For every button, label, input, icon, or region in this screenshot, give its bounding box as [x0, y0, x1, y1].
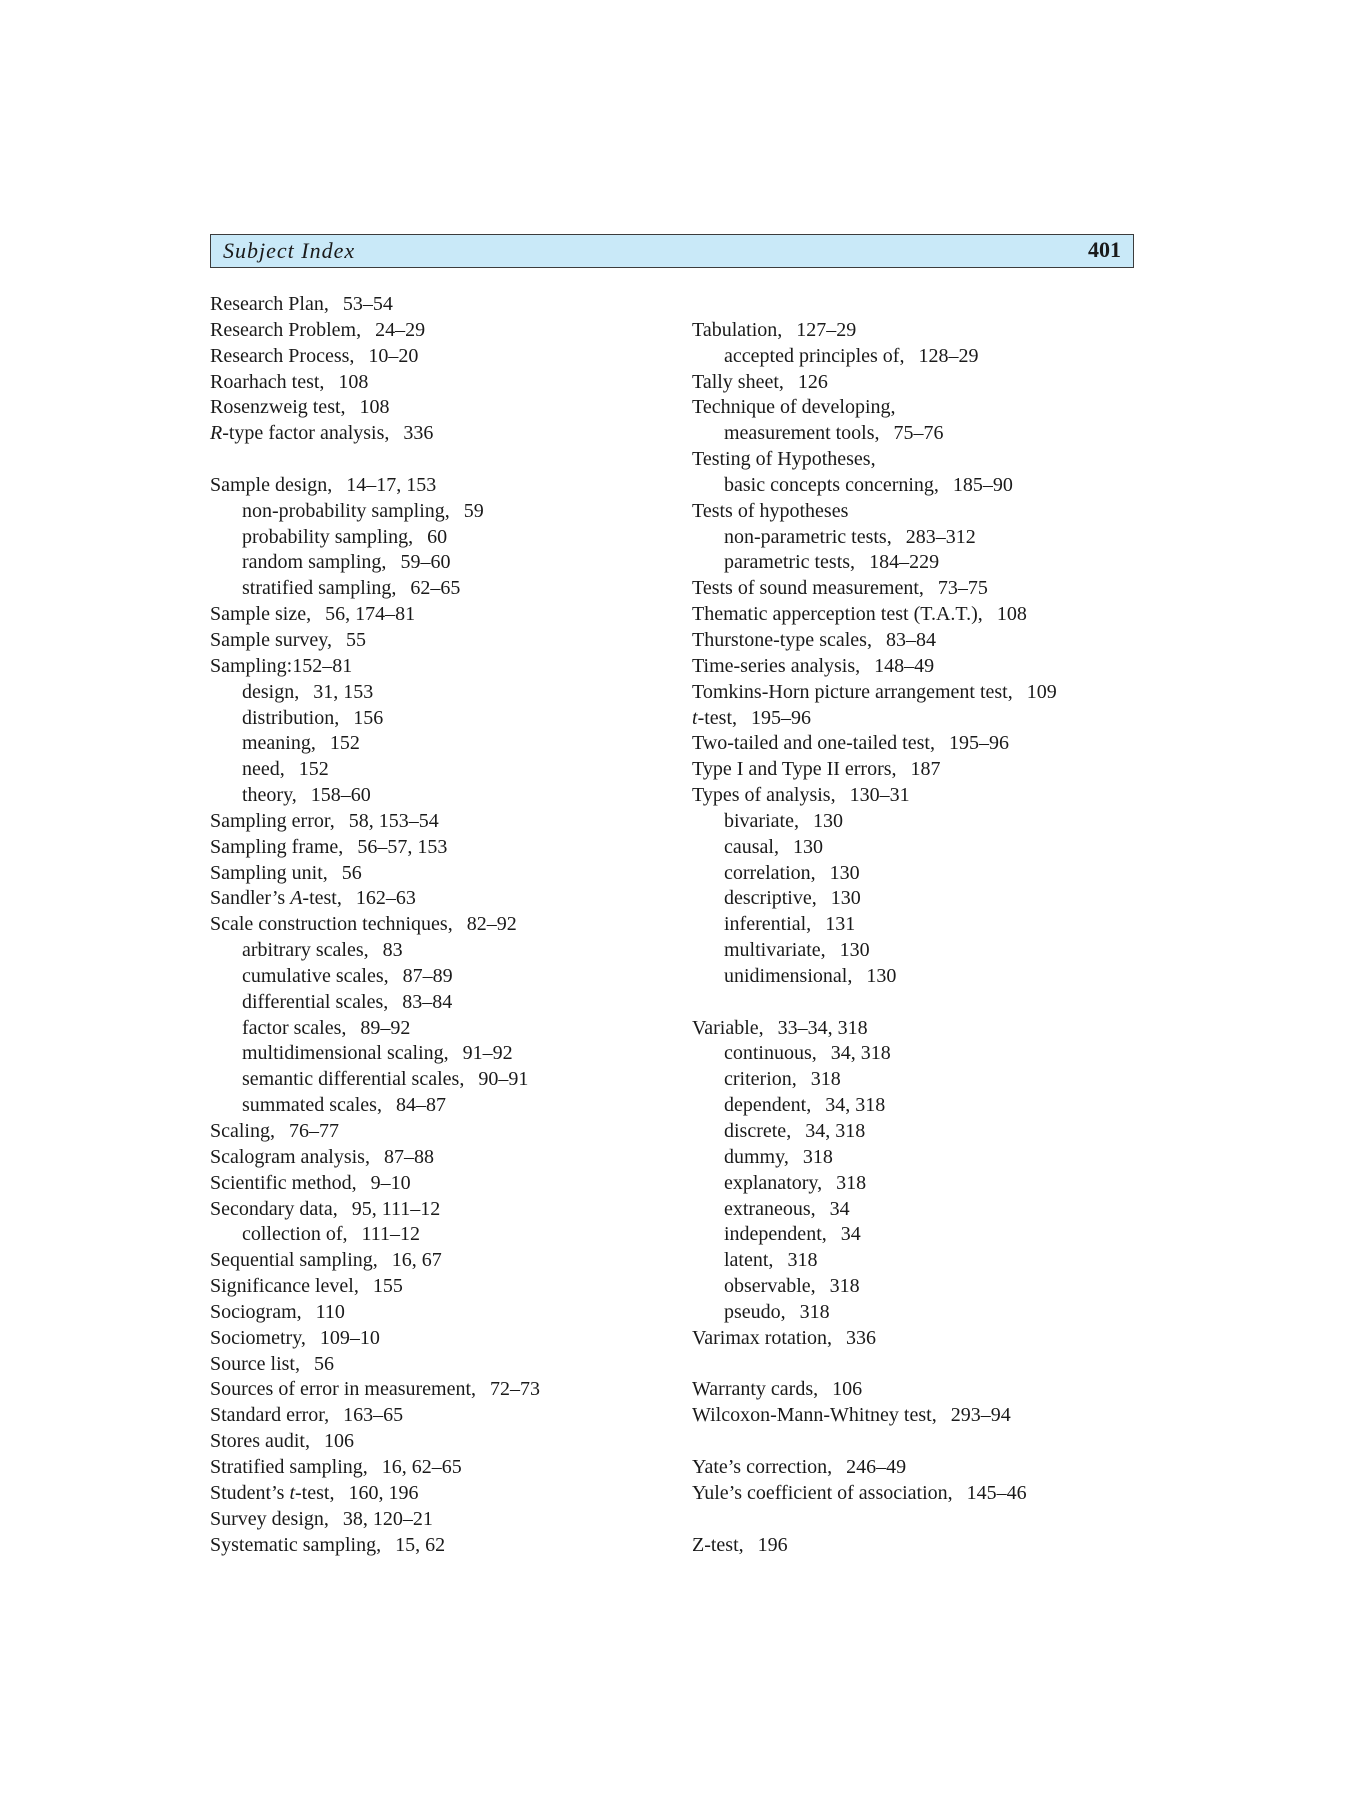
entry-pages: 318 — [836, 1171, 867, 1194]
section-gap — [692, 1507, 1057, 1533]
index-subentry — [692, 1145, 1057, 1171]
index-subentry — [692, 861, 1057, 887]
entry-term: summated scales, — [242, 1094, 382, 1117]
entry-pages: 130 — [812, 809, 843, 832]
entry-term: Scale construction techniques, — [210, 913, 453, 936]
entry-term: design, — [242, 680, 300, 703]
section-gap — [692, 292, 1057, 318]
entry-term: Time-series analysis, — [692, 654, 861, 677]
page-number: 401 — [1088, 237, 1121, 262]
entry-term: latent, — [724, 1249, 774, 1272]
index-column-right — [692, 292, 1057, 1558]
index-subentry — [210, 964, 540, 990]
entry-term: Research Process, — [210, 344, 355, 367]
index-subentry — [210, 706, 540, 732]
entry-term: Z-test, — [692, 1533, 744, 1556]
entry-pages: 38, 120–21 — [342, 1507, 433, 1530]
entry-term: observable, — [724, 1275, 816, 1298]
entry-pages: 73–75 — [937, 577, 988, 600]
entry-pages: 31, 153 — [313, 680, 374, 703]
entry-term: Significance level, — [210, 1275, 359, 1298]
index-entry — [210, 395, 540, 421]
index-entry — [692, 1481, 1057, 1507]
entry-term: Roarhach test, — [210, 370, 325, 393]
index-entry — [210, 292, 540, 318]
index-entry — [692, 654, 1057, 680]
entry-pages: 145–46 — [966, 1481, 1027, 1504]
entry-pages: 59–60 — [400, 551, 451, 574]
index-subentry — [692, 1171, 1057, 1197]
index-entry — [210, 912, 540, 938]
index-entry — [210, 1403, 540, 1429]
entry-term: independent, — [724, 1223, 827, 1246]
index-subentry — [692, 1222, 1057, 1248]
entry-term: descriptive, — [724, 887, 817, 910]
index-entry — [210, 1145, 540, 1171]
index-subentry — [210, 990, 540, 1016]
entry-term: -test, — [697, 706, 737, 729]
section-gap — [692, 1429, 1057, 1455]
entry-term: Testing of Hypotheses, — [692, 448, 876, 471]
index-entry — [210, 1197, 540, 1223]
entry-term: Sampling frame, — [210, 835, 344, 858]
entry-pages: 56 — [314, 1352, 334, 1375]
entry-pages: 34, 318 — [830, 1042, 891, 1065]
entry-term: Two-tailed and one-tailed test, — [692, 732, 935, 755]
entry-term: causal, — [724, 835, 779, 858]
entry-term: factor scales, — [242, 1016, 347, 1039]
entry-pages: 90–91 — [478, 1068, 529, 1091]
entry-pages: 195–96 — [948, 732, 1009, 755]
index-subentry — [210, 525, 540, 551]
entry-pages: 59 — [463, 499, 484, 522]
entry-term: extraneous, — [724, 1197, 816, 1220]
index-entry — [692, 783, 1057, 809]
entry-term: Stratified sampling, — [210, 1455, 368, 1478]
entry-term: non-probability sampling, — [242, 499, 450, 522]
entry-term: Types of analysis, — [692, 784, 836, 807]
entry-term: measurement tools, — [724, 422, 880, 445]
index-entry — [692, 628, 1057, 654]
entry-term: arbitrary scales, — [242, 939, 369, 962]
entry-pages: 318 — [799, 1300, 830, 1323]
entry-pages: 87–88 — [383, 1145, 434, 1168]
index-column-left — [210, 292, 540, 1558]
index-subentry — [692, 1093, 1057, 1119]
index-entry — [210, 344, 540, 370]
entry-pages: 58, 153–54 — [348, 809, 439, 832]
entry-pages: 10–20 — [368, 344, 419, 367]
entry-term: semantic differential scales, — [242, 1068, 465, 1091]
entry-term: meaning, — [242, 732, 316, 755]
entry-pages: 109–10 — [319, 1326, 380, 1349]
entry-pages: 318 — [787, 1249, 818, 1272]
index-subentry — [692, 525, 1057, 551]
index-entry — [210, 1248, 540, 1274]
entry-pages: 75–76 — [893, 422, 944, 445]
section-gap — [210, 447, 540, 473]
entry-pages: 108 — [996, 603, 1027, 626]
entry-term: discrete, — [724, 1120, 792, 1142]
index-subentry — [692, 1067, 1057, 1093]
entry-pages: 152 — [329, 732, 360, 755]
entry-pages: 163–65 — [343, 1404, 404, 1427]
entry-term: Sources of error in measurement, — [210, 1378, 477, 1401]
entry-pages: 83–84 — [402, 990, 453, 1013]
entry-term: Rosenzweig test, — [210, 396, 346, 419]
entry-term: multidimensional scaling, — [242, 1042, 449, 1065]
index-entry — [692, 318, 1057, 344]
entry-term: Sociometry, — [210, 1326, 306, 1349]
entry-pages: 108 — [359, 396, 390, 419]
index-entry — [210, 1274, 540, 1300]
entry-pages: 106 — [324, 1430, 354, 1453]
entry-term: pseudo, — [724, 1300, 786, 1323]
index-subentry — [692, 344, 1057, 370]
entry-pages: 91–92 — [462, 1042, 513, 1065]
entry-term: basic concepts concerning, — [724, 473, 939, 496]
entry-term: -type factor analysis, — [222, 422, 390, 445]
entry-pages: 162–63 — [355, 887, 416, 910]
entry-pages: 196 — [757, 1533, 788, 1556]
index-entry — [210, 1429, 540, 1455]
entry-pages: 185–90 — [952, 473, 1013, 496]
index-entry — [692, 1455, 1057, 1481]
entry-pages: 56 — [341, 861, 362, 884]
index-subentry — [692, 912, 1057, 938]
entry-pages: 34 — [829, 1197, 850, 1220]
index-entry — [210, 1481, 540, 1507]
entry-term: Warranty cards, — [692, 1378, 819, 1401]
index-entry — [210, 628, 540, 654]
index-entry — [210, 318, 540, 344]
entry-pages: 160, 196 — [348, 1481, 419, 1504]
entry-pages: 184–229 — [869, 551, 940, 574]
entry-term: Standard error, — [210, 1404, 330, 1427]
index-entry — [210, 1300, 540, 1326]
entry-pages: 155 — [372, 1275, 403, 1298]
entry-term-suffix: -test, — [295, 1481, 335, 1504]
entry-term: Sampling error, — [210, 809, 335, 832]
entry-pages: 83–84 — [885, 628, 936, 651]
entry-pages: 293–94 — [950, 1404, 1011, 1427]
index-entry — [692, 447, 1057, 473]
index-entry — [210, 1171, 540, 1197]
entry-pages: 111–12 — [361, 1223, 421, 1246]
entry-pages: 34, 318 — [805, 1120, 866, 1142]
entry-pages: 318 — [829, 1275, 860, 1298]
entry-term: unidimensional, — [724, 964, 853, 987]
entry-term: Tests of sound measurement, — [692, 577, 924, 600]
index-entry — [210, 886, 540, 912]
index-entry — [692, 1533, 1057, 1559]
entry-pages: 130 — [829, 861, 860, 884]
running-header — [210, 234, 1134, 268]
index-subentry — [210, 550, 540, 576]
entry-term: differential scales, — [242, 990, 389, 1013]
entry-pages: 158–60 — [310, 784, 371, 807]
index-subentry — [210, 1041, 540, 1067]
entry-pages: 246–49 — [846, 1455, 907, 1478]
entry-term: bivariate, — [724, 809, 799, 832]
index-subentry — [210, 757, 540, 783]
index-entry — [210, 835, 540, 861]
index-entry — [210, 1119, 540, 1145]
entry-pages: 187 — [910, 758, 941, 781]
index-subentry — [210, 499, 540, 525]
entry-term: Survey design, — [210, 1507, 329, 1530]
entry-term: Secondary data, — [210, 1197, 338, 1220]
entry-term: explanatory, — [724, 1171, 823, 1194]
entry-term-suffix: -test, — [302, 887, 342, 910]
entry-pages: 76–77 — [289, 1120, 339, 1142]
index-entry — [692, 680, 1057, 706]
entry-term: stratified sampling, — [242, 577, 397, 600]
entry-term: non-parametric tests, — [724, 525, 892, 548]
index-entry — [692, 602, 1057, 628]
entry-pages: 60 — [427, 525, 448, 548]
index-subentry — [210, 576, 540, 602]
index-subentry — [210, 731, 540, 757]
index-subentry — [692, 1119, 1057, 1145]
index-entry — [692, 1403, 1057, 1429]
section-gap — [692, 1352, 1057, 1378]
entry-term: Scalogram analysis, — [210, 1145, 370, 1168]
index-subentry — [692, 964, 1057, 990]
entry-pages: 33–34, 318 — [777, 1016, 868, 1039]
entry-term: multivariate, — [724, 939, 826, 962]
entry-term: Wilcoxon-Mann-Whitney test, — [692, 1404, 937, 1427]
entry-term: Sociogram, — [210, 1300, 302, 1323]
entry-term: dependent, — [724, 1094, 812, 1117]
entry-pages: 34, 318 — [825, 1094, 886, 1117]
index-entry — [692, 731, 1057, 757]
entry-term: Student’s — [210, 1481, 290, 1504]
entry-term: Yate’s correction, — [692, 1455, 833, 1478]
index-entry — [210, 370, 540, 396]
index-entry — [210, 602, 540, 628]
entry-pages: 24–29 — [375, 318, 426, 341]
entry-term: Sample survey, — [210, 628, 333, 651]
entry-pages: 62–65 — [410, 577, 461, 600]
entry-pages: 336 — [845, 1326, 876, 1349]
index-subentry — [692, 809, 1057, 835]
index-entry — [210, 1377, 540, 1403]
index-entry — [692, 1326, 1057, 1352]
index-entry — [210, 421, 540, 447]
entry-pages: 283–312 — [905, 525, 976, 548]
entry-term: need, — [242, 758, 285, 781]
page-title: Subject Index — [223, 238, 356, 263]
entry-pages: 130 — [830, 887, 861, 910]
entry-term: Systematic sampling, — [210, 1533, 382, 1556]
entry-pages: 108 — [338, 370, 369, 393]
entry-pages: 336 — [403, 422, 434, 445]
entry-pages: 128–29 — [918, 344, 979, 367]
entry-pages: 87–89 — [402, 964, 453, 987]
index-subentry — [692, 421, 1057, 447]
entry-pages: 148–49 — [874, 654, 935, 677]
index-subentry — [692, 835, 1057, 861]
entry-term: Sampling:152–81 — [210, 654, 353, 677]
index-subentry — [210, 1067, 540, 1093]
index-subentry — [210, 783, 540, 809]
entry-term: Tests of hypotheses — [692, 499, 849, 522]
entry-pages: 195–96 — [751, 706, 811, 729]
entry-term: dummy, — [724, 1145, 789, 1168]
index-subentry — [692, 1197, 1057, 1223]
entry-term: Sandler’s — [210, 887, 291, 910]
index-entry — [692, 576, 1057, 602]
entry-term: Yule’s coefficient of association, — [692, 1481, 953, 1504]
entry-pages: 130 — [866, 964, 897, 987]
entry-term: Tomkins-Horn picture arrangement test, — [692, 680, 1013, 703]
entry-term: Variable, — [692, 1016, 764, 1039]
index-entry — [210, 473, 540, 499]
entry-term: Sequential sampling, — [210, 1249, 378, 1272]
index-entry — [210, 1455, 540, 1481]
entry-term-italic: t — [692, 706, 698, 729]
index-entry — [210, 1507, 540, 1533]
index-subentry — [692, 1274, 1057, 1300]
index-entry — [692, 1016, 1057, 1042]
index-entry — [692, 370, 1057, 396]
entry-pages: 15, 62 — [395, 1533, 446, 1556]
entry-term: parametric tests, — [724, 551, 856, 574]
entry-term: Sample design, — [210, 473, 333, 496]
index-entry — [210, 1352, 540, 1378]
index-subentry — [692, 886, 1057, 912]
index-subentry — [692, 938, 1057, 964]
entry-pages: 53–54 — [342, 293, 393, 315]
entry-pages: 95, 111–12 — [351, 1197, 441, 1220]
entry-term: criterion, — [724, 1068, 797, 1091]
entry-pages: 106 — [832, 1378, 863, 1401]
index-entry — [692, 706, 1057, 732]
entry-term: Stores audit, — [210, 1430, 310, 1453]
entry-pages: 110 — [315, 1300, 345, 1323]
entry-pages: 130 — [792, 835, 823, 858]
entry-term: cumulative scales, — [242, 964, 389, 987]
index-subentry — [210, 938, 540, 964]
index-entry — [210, 654, 540, 680]
entry-term: continuous, — [724, 1042, 817, 1065]
index-entry — [692, 499, 1057, 525]
entry-pages: 34 — [840, 1223, 861, 1246]
entry-pages: 131 — [825, 913, 856, 936]
entry-term: Research Problem, — [210, 318, 362, 341]
entry-term: correlation, — [724, 861, 816, 884]
entry-term: Thurstone-type scales, — [692, 628, 872, 651]
entry-term: Research Plan, — [210, 293, 329, 315]
entry-pages: 84–87 — [395, 1094, 446, 1117]
index-subentry — [692, 1041, 1057, 1067]
entry-pages: 152 — [298, 758, 329, 781]
index-subentry — [210, 680, 540, 706]
entry-term-italic: R — [210, 422, 223, 445]
entry-term: Varimax rotation, — [692, 1326, 832, 1349]
entry-term-italic: A — [290, 887, 303, 910]
index-subentry — [692, 550, 1057, 576]
index-entry — [210, 1533, 540, 1559]
entry-pages: 56, 174–81 — [325, 603, 416, 626]
entry-pages: 89–92 — [360, 1016, 411, 1039]
index-subentry — [692, 1248, 1057, 1274]
entry-term: distribution, — [242, 706, 340, 729]
entry-pages: 16, 67 — [391, 1249, 442, 1272]
index-entry — [692, 395, 1057, 421]
entry-term: Technique of developing, — [692, 396, 896, 419]
index-entry — [692, 1377, 1057, 1403]
entry-term: Sampling unit, — [210, 861, 328, 884]
entry-pages: 156 — [353, 706, 384, 729]
entry-term: Scientific method, — [210, 1171, 357, 1194]
entry-term: Tally sheet, — [692, 370, 784, 393]
entry-term: Thematic apperception test (T.A.T.), — [692, 603, 983, 626]
entry-term-italic: t — [289, 1481, 296, 1504]
entry-pages: 130 — [839, 939, 870, 962]
entry-term: theory, — [242, 784, 297, 807]
entry-term: Scaling, — [210, 1120, 275, 1142]
index-entry — [692, 757, 1057, 783]
entry-pages: 318 — [802, 1145, 833, 1168]
entry-pages: 318 — [810, 1068, 841, 1091]
entry-pages: 130–31 — [849, 784, 910, 807]
entry-term: Tabulation, — [692, 318, 783, 341]
entry-pages: 9–10 — [370, 1171, 411, 1194]
entry-term: inferential, — [724, 913, 812, 936]
index-subentry — [692, 1300, 1057, 1326]
entry-pages: 82–92 — [466, 913, 517, 936]
entry-pages: 127–29 — [796, 318, 857, 341]
index-entry — [210, 809, 540, 835]
entry-pages: 14–17, 153 — [346, 473, 437, 496]
index-subentry — [210, 1016, 540, 1042]
index-subentry — [692, 473, 1057, 499]
entry-pages: 126 — [797, 370, 828, 393]
entry-pages: 56–57, 153 — [357, 835, 448, 858]
index-entry — [210, 1326, 540, 1352]
index-subentry — [210, 1222, 540, 1248]
entry-pages: 72–73 — [490, 1378, 541, 1401]
entry-pages: 55 — [346, 628, 367, 651]
index-entry — [210, 861, 540, 887]
entry-term: probability sampling, — [242, 525, 414, 548]
entry-term: Sample size, — [210, 603, 312, 626]
entry-term: Type I and Type II errors, — [692, 758, 897, 781]
entry-pages: 16, 62–65 — [381, 1455, 462, 1478]
entry-pages: 109 — [1026, 680, 1057, 703]
entry-pages: 83 — [382, 939, 403, 962]
section-gap — [692, 990, 1057, 1016]
entry-term: Source list, — [210, 1352, 300, 1375]
entry-term: accepted principles of, — [724, 344, 905, 367]
entry-term: random sampling, — [242, 551, 387, 574]
index-subentry — [210, 1093, 540, 1119]
entry-term: collection of, — [242, 1223, 348, 1246]
